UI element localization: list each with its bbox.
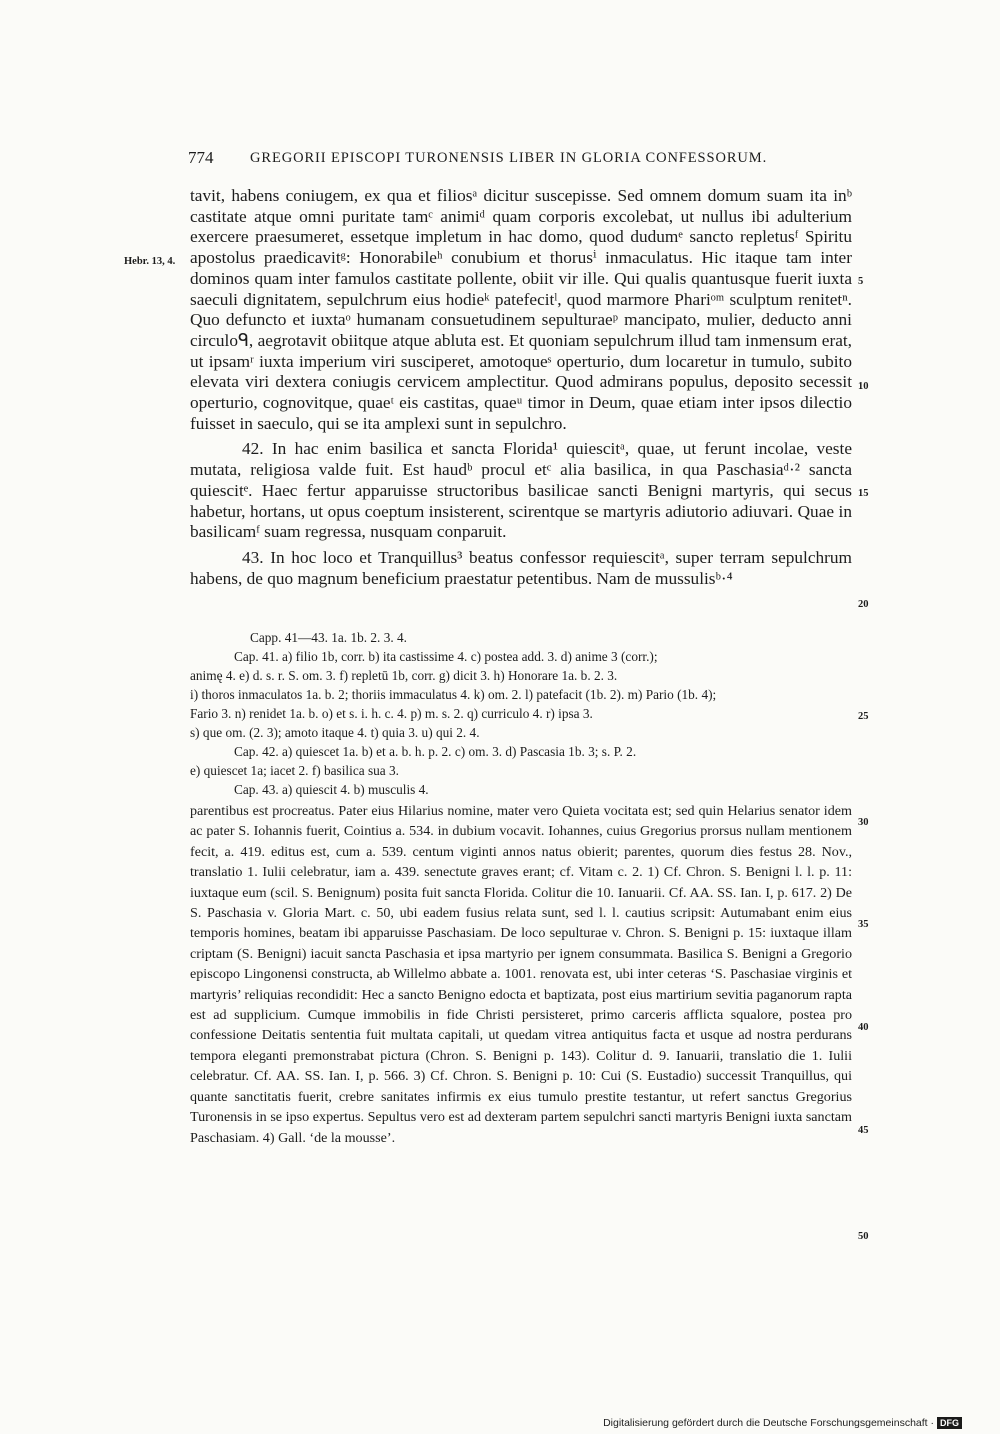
line-number: 15 — [858, 488, 869, 499]
margin-reference: Hebr. 13, 4. — [124, 256, 176, 267]
commentary — [190, 801, 852, 1148]
line-number: 35 — [858, 919, 869, 930]
apparatus-line: e) quiescet 1a; iacet 2. f) basilica sua 3. — [190, 763, 399, 778]
line-number: 5 — [858, 276, 864, 287]
main-text — [190, 186, 852, 589]
page-header — [188, 148, 848, 172]
page-number: 774 — [188, 148, 214, 167]
apparatus-line: Cap. 41. a) filio 1b, corr. b) ita castissime 4. c) postea add. 3. d) anime 3 (corr.); — [234, 649, 658, 664]
line-number: 50 — [858, 1231, 869, 1242]
line-number: 20 — [858, 599, 869, 610]
apparatus-line: i) thoros inmaculatos 1a. b. 2; thoriis immaculatus 4. k) om. 2. l) patefacit (1b. 2). m) Pario (1b. 4); — [190, 687, 717, 702]
apparatus-line: Cap. 43. a) quiescit 4. b) musculis 4. — [234, 782, 429, 797]
commentary-text: parentibus est procreatus. Pater eius Hilarius nomine, mater vero Quieta vocitata est; sed quin Helarius senator idem ac pater S. Iohannis fuerit, Cointius a. 534. in dubium vocavit. Iohannes, cuius Gregorius prorsus nullam mentionem fecit, a. 419. editus est, cum a. 539. centum viginti annos natus obierit; parentes, quorum dies festus 28. Nov., translatio 1. Iulii celebratur, iam a. 439. senectute graves erant; cf. Vitam c. 2. 1) Cf. Chron. S. Benigni l. l. p. 11: iuxtaque eum (scil. S. Benignum) posita fuit sancta Florida. Colitur die 10. Ianuarii. Cf. AA. SS. Ian. I, p. 617. 2) De S. Paschasia v. Gloria Mart. c. 50, ubi eadem fusius relata sunt, sed l. l. cautius scripsit: Autumabant enim eius temporis homines, beatam ibi apparuisse Paschasiam. De loco sepulturae v. Chron. S. Benigni p. 15: iuxtaque illam criptam (S. Benigni) iacuit sancta Paschasia et ipsa martyrio per ignem consummata. Basilica S. Benigni a Gregorio episcopo Lingonensi constructa, ab Willelmo abbate a. 1001. renovata est, ubi inter ceteras ‘S. Paschasiae virginis et martyris’ reliquias recondidit: Hec a sancto Benigno edocta et baptizata, post eius martirium sevitia paganorum rapta est ad supplicium. Cumque immobilis in fide Christi persisteret, primo carceris afflicta squalore, postea pro confessione Deitatis sententia fuit multata capitali, ut quedam vitrea antiquitus facta et usque ad nostra perdurans tempora eleganti premonstrabat pictura (Chron. S. Benigni p. 143). Colitur d. 9. Ianuarii, translatio die 1. Iulii celebratur. Cf. AA. SS. Ian. I, p. 566. 3) Cf. Chron. S. Benigni p. 10: Cui (S. Eustadio) successit Tranquillus, qui quante sanctitatis fuerit, crebre sanitates infirmis ex eius tumulo prestite testantur, ut refert sanctus Gregorius Turonensis in se ipso expertus. Sepultus vero est ad dexteram partem sepulchri sancti martyris Benigni iuxta sanctam Paschasiam. 4) Gall. ‘de la mousse’. — [190, 803, 852, 1146]
line-number: 25 — [858, 711, 869, 722]
apparatus-line: s) que om. (2. 3); amoto itaque 4. t) quia 3. u) qui 2. 4. — [190, 725, 480, 740]
line-number: 10 — [858, 381, 869, 392]
apparatus-line: Fario 3. n) renidet 1a. b. o) et s. i. h. c. 4. p) m. s. 2. q) curriculo 4. r) ipsa 3. — [190, 706, 593, 721]
paragraph-43: 43. In hoc loco et Tranquillus³ beatus confessor requiescitᵃ, super terram sepulchrum habens, de quo magnum beneficium praestatur petentibus. Nam de mussulisᵇ·⁴ — [190, 547, 852, 588]
apparatus-heading: Capp. 41—43. 1a. 1b. 2. 3. 4. — [250, 630, 407, 645]
critical-apparatus — [190, 628, 852, 799]
dfg-logo: DFG — [937, 1417, 962, 1429]
line-number: 45 — [858, 1125, 869, 1136]
line-number: 30 — [858, 817, 869, 828]
running-title: GREGORII EPISCOPI TURONENSIS LIBER IN GLORIA CONFESSORUM. — [250, 150, 768, 166]
apparatus-line: animę 4. e) d. s. r. S. om. 3. f) repletū 1b, corr. g) dicit 3. h) Honorare 1a. b. 2. 3. — [190, 668, 618, 683]
digitization-footer — [603, 1417, 962, 1429]
paragraph-42: 42. In hac enim basilica et sancta Florida¹ quiescitᵃ, quae, ut ferunt incolae, veste mutata, religiosa valde fuit. Est haudᵇ procul etᶜ alia basilica, in qua Paschasiaᵈ·² sancta quiescitᵉ. Haec fertur apparuisse structoribus basilicae sancti Benigni martyris, qui secus habetur, hortans, ut opus coeptum insisterent, scirentque se martyris adiutorio adiuvari. Quae in basilicamᶠ suam regressa, nusquam conparuit. — [190, 439, 852, 542]
line-number: 40 — [858, 1022, 869, 1033]
footer-text: Digitalisierung gefördert durch die Deutsche Forschungsgemeinschaft · — [603, 1417, 934, 1429]
apparatus-line: Cap. 42. a) quiescet 1a. b) et a. b. h. p. 2. c) om. 3. d) Pascasia 1b. 3; s. P. 2. — [234, 744, 637, 759]
paragraph-41: tavit, habens coniugem, ex qua et filiosᵃ dicitur suscepisse. Sed omnem domum suam ita inᵇ castitate atque omni puritate tamᶜ animiᵈ quam corporis excolebat, ut nullus ibi adulterium exercere praesumeret, essetque impletum in hac domo, quod dudumᵉ sancto repletusᶠ Spiritu apostolus praedicavitᵍ: Honorabileʰ conubium et thorusⁱ inmaculatus. Hic itaque tam inter dominos quam inter famulos castitate pollente, obiit vir ille. Qui qualis quantusque fuerit iuxta saeculi dignitatem, sepulchrum eius hodieᵏ patefecitˡ, quod marmore Phariᵒᵐ sculptum renitetⁿ. Quo defuncto et iuxtaᵒ humanam consuetudinem sepulturaeᵖ mancipato, mulier, deducto anni circuloᑫ, aegrotavit obiitque atque abluta est. Et quoniam sepulchrum illud tam inmensum erat, ut ipsamʳ iuxta imperium viri susciperet, amotoqueˢ operturio, dum locaretur in tumulo, subito elevata viri dextera coniugis cervicem amplectitur. Quod admirans populus, deposito secessit operturio, cognovitque, quaeᵗ eis castitas, quaeᵘ timor in Deum, quae etiam inter ipsos dilectio fuisset in saeculo, qui se ita amplexi sunt in sepulchro. — [190, 186, 852, 433]
